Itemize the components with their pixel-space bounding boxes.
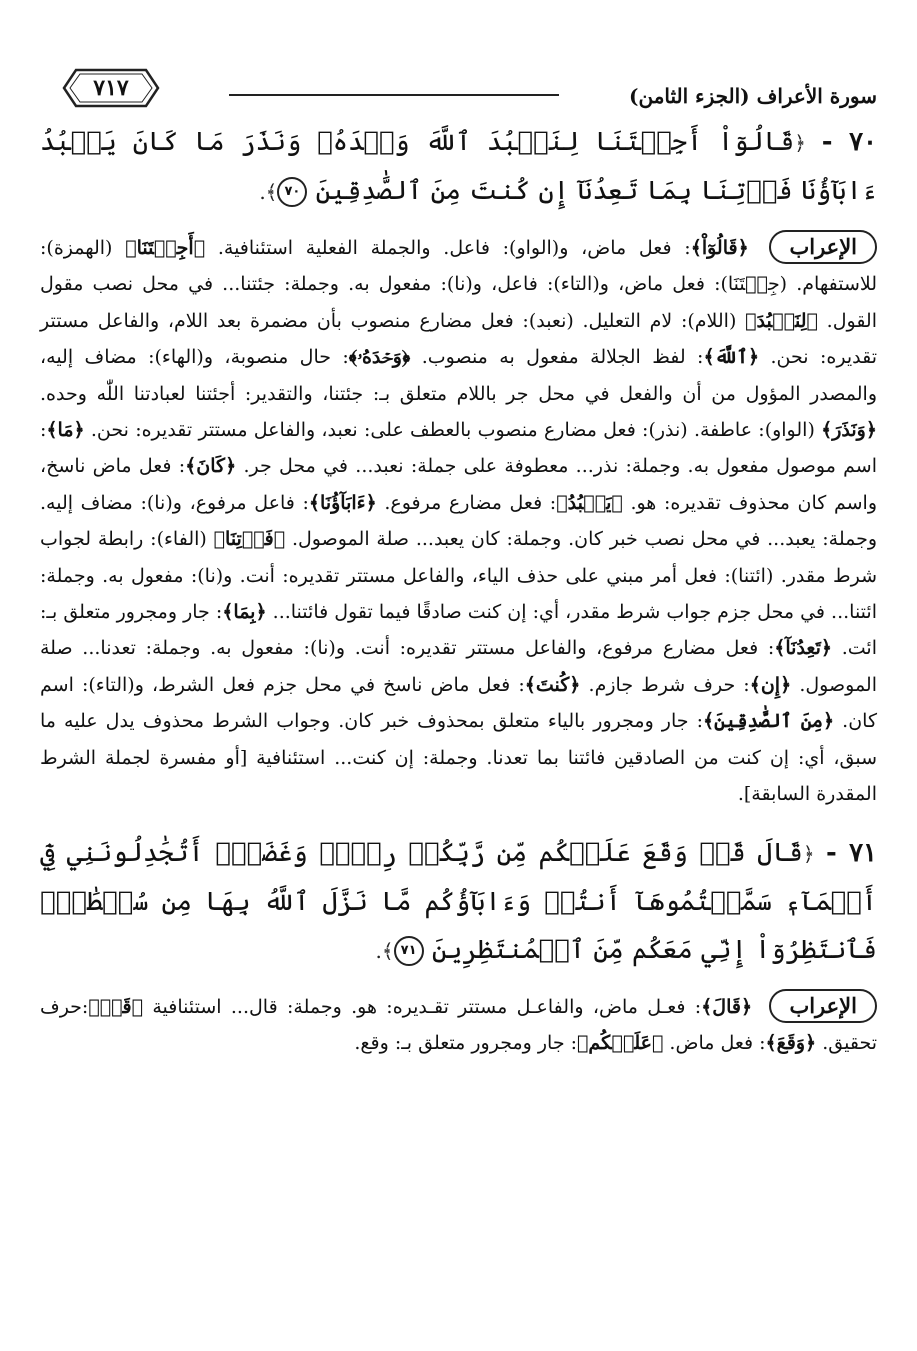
quran-word: ﴿إِن﴾	[749, 673, 792, 696]
commentary-text: :حرف تحقيق.	[40, 995, 877, 1054]
quran-word: ﴿عَلَيۡكُم﴾	[577, 1031, 664, 1054]
commentary-text: (الواو): عاطفة. (نذر): فعل مضارع منصوب بالعطف على: نعبد، والفاعل مستتر تقديره: نحن.	[84, 419, 822, 442]
quran-word: ﴿لِنَعۡبُدَ﴾	[745, 309, 818, 332]
quran-word: ﴿يَعۡبُدُ﴾	[556, 491, 623, 514]
verse-71	[40, 829, 877, 975]
commentary-text: : جار ومجرور متعلق بـ: ائت.	[40, 601, 877, 660]
quran-word: ﴿ٱللَّهَ﴾	[703, 346, 760, 369]
commentary-text: : فعل مضارع مرفوع.	[376, 491, 557, 514]
bracket-open-icon: ﴿	[794, 131, 806, 155]
quran-word: ﴿أَجِئۡتَنَا﴾	[125, 237, 206, 259]
header-rule	[229, 94, 559, 96]
quran-word: ﴿ءَابَآؤُنَا﴾	[308, 491, 377, 514]
commentary-text: (الهمزة): للاستفهام. (جِئۡتَنَا): فعل ماض، و(التاء): فاعل، و(نا): مفعول به. وجملة: جئتنا... في محل نصب مقول القول.	[40, 237, 877, 332]
commentary-text: : لفظ الجلالة مفعول به منصوب.	[410, 346, 704, 369]
quran-word: ﴿تَعِدُنَآ﴾	[774, 637, 833, 660]
quran-word: ﴿وَحۡدَهُۥ﴾	[348, 346, 411, 369]
commentary-text: : فعل ماض ناسخ في محل جزم فعل الشرط، و(التاء): اسم كان.	[40, 673, 878, 733]
bracket-close-icon: ﴾.	[259, 180, 278, 204]
bracket-close-icon: ﴾.	[375, 938, 394, 963]
quran-word: ﴿قَالَ﴾	[701, 995, 753, 1018]
commentary-text: : فعل ماض، و(الواو): فاعل. والجملة الفعلية استئنافية.	[205, 237, 691, 259]
page-number-text: ٧١٧	[93, 75, 129, 101]
quran-word: ﴿وَقَعَ﴾	[765, 1031, 817, 1054]
commentary-text: : فاعل مرفوع، و(نا): مضاف إليه. وجملة: يعبد... في محل نصب خبر كان. وجملة: كان يعبد... صلة الموصول.	[40, 491, 878, 551]
irab-badge: الإعراب	[769, 230, 877, 264]
quran-word: ﴿مِنَ ٱلصَّٰدِقِينَ﴾	[703, 710, 835, 733]
verse-number: ٧٠ -	[821, 127, 878, 157]
commentary-text: (اللام): لام التعليل. (نعبد): فعل مضارع منصوب بأن مضمرة بعد اللام، والفاعل مستتر تقديره: نحن.	[40, 309, 877, 369]
quran-word: ﴿كُنتَ﴾	[524, 673, 581, 696]
verse-number: ٧١ -	[826, 837, 878, 868]
commentary-text: : اسم موصول مفعول به. وجملة: نذر... معطوفة على جملة: نعبد... في محل جر.	[40, 419, 877, 478]
commentary-text: : فعل ماض ناسخ، واسم كان محذوف تقديره: هو.	[40, 455, 877, 514]
ayah-number-icon: ٧١	[394, 936, 424, 966]
ayah-number-icon: ٧٠	[277, 177, 307, 207]
bracket-open-icon: ﴿	[802, 841, 815, 866]
verse-text: قَالَ قَدۡ وَقَعَ عَلَيۡكُم مِّن رَّبِّكُمۡ رِجۡسٞ وَغَضَبٌۖ أَتُجَٰدِلُونَنِي فِيٓ أَسۡمَآءٖ سَمَّيۡتُمُوهَآ أَنتُمۡ وَءَابَآؤُكُم مَّا نَزَّلَ ٱللَّهُ بِهَا مِن سُلۡطَٰنٖۚ فَٱنتَظِرُوٓاْ إِنِّي مَعَكُم مِّنَ ٱلۡمُنتَظِرِينَ	[40, 837, 877, 965]
verse-text: قَالُوٓاْ أَجِئۡتَنَا لِنَعۡبُدَ ٱللَّهَ وَحۡدَهُۥ وَنَذَرَ مَا كَانَ يَعۡبُدُ ءَابَآؤُنَا فَأۡتِنَا بِمَا تَعِدُنَآ إِن كُنتَ مِنَ ٱلصَّٰدِقِينَ	[40, 127, 877, 206]
commentary-text: : حال منصوبة، و(الهاء): مضاف إليه، والمصدر المؤول من أن والفعل في محل جر باللام متعلق بـ: جئتنا، والتقدير: أجئتنا لعبادتنا اللّٰه وحده.	[40, 346, 877, 405]
commentary-text: : جار ومجرور متعلق بـ: وقع.	[354, 1031, 578, 1054]
commentary-text: : فعل مضارع مرفوع، والفاعل مستتر تقديره: أنت. و(نا): مفعول به. وجملة: تعدنا... صلة الموصول.	[40, 637, 877, 696]
quran-word: ﴿وَنَذَرَ﴾	[821, 419, 877, 442]
commentary-text: : جار ومجرور بالياء متعلق بمحذوف خبر كان. وجواب الشرط محذوف يدل عليه ما سبق، أي: إن كنت من الصادقين فائتنا بما تعدنا. وجملة: إن كنت... استئنافية [أو مفسرة لجملة الشرط المقدرة السابقة].	[40, 710, 877, 806]
quran-word: ﴿قَدۡ﴾	[88, 995, 144, 1018]
chapter-title: سورة الأعراف (الجزء الثامن)	[629, 84, 877, 108]
irab-text	[40, 237, 877, 805]
verse-70	[40, 118, 877, 216]
quran-word: ﴿قَالُوٓاْ﴾	[690, 237, 749, 259]
irab-text	[40, 996, 877, 1054]
irab-paragraph-70	[40, 230, 877, 813]
commentary-text: : فعل ماض.	[663, 1031, 766, 1054]
irab-paragraph-71	[40, 989, 877, 1062]
commentary-text: : فعـل ماض، والفاعـل مستتر تقـديره: هو. وجملة: قال... استئنافية	[143, 995, 702, 1018]
quran-word: ﴿كَانَ﴾	[185, 455, 237, 478]
quran-word: ﴿بِمَا﴾	[222, 601, 267, 624]
commentary-text: : حرف شرط جازم.	[580, 673, 750, 696]
page-header	[40, 56, 877, 118]
commentary-text: (الفاء): رابطة لجواب شرط مقدر. (ائتنا): فعل أمر مبني على حذف الياء، والفاعل مستتر تقديره: أنت. و(نا): مفعول به. وجملة: ائتنا... في محل جزم جواب شرط مقدر، أي: إن كنت صادقًا فيما تقول فائتنا...	[40, 528, 877, 624]
quran-word: ﴿مَا﴾	[46, 419, 85, 442]
quran-word: ﴿فَأۡتِنَا﴾	[213, 528, 286, 551]
page-number	[62, 68, 160, 108]
irab-badge: الإعراب	[769, 989, 877, 1023]
